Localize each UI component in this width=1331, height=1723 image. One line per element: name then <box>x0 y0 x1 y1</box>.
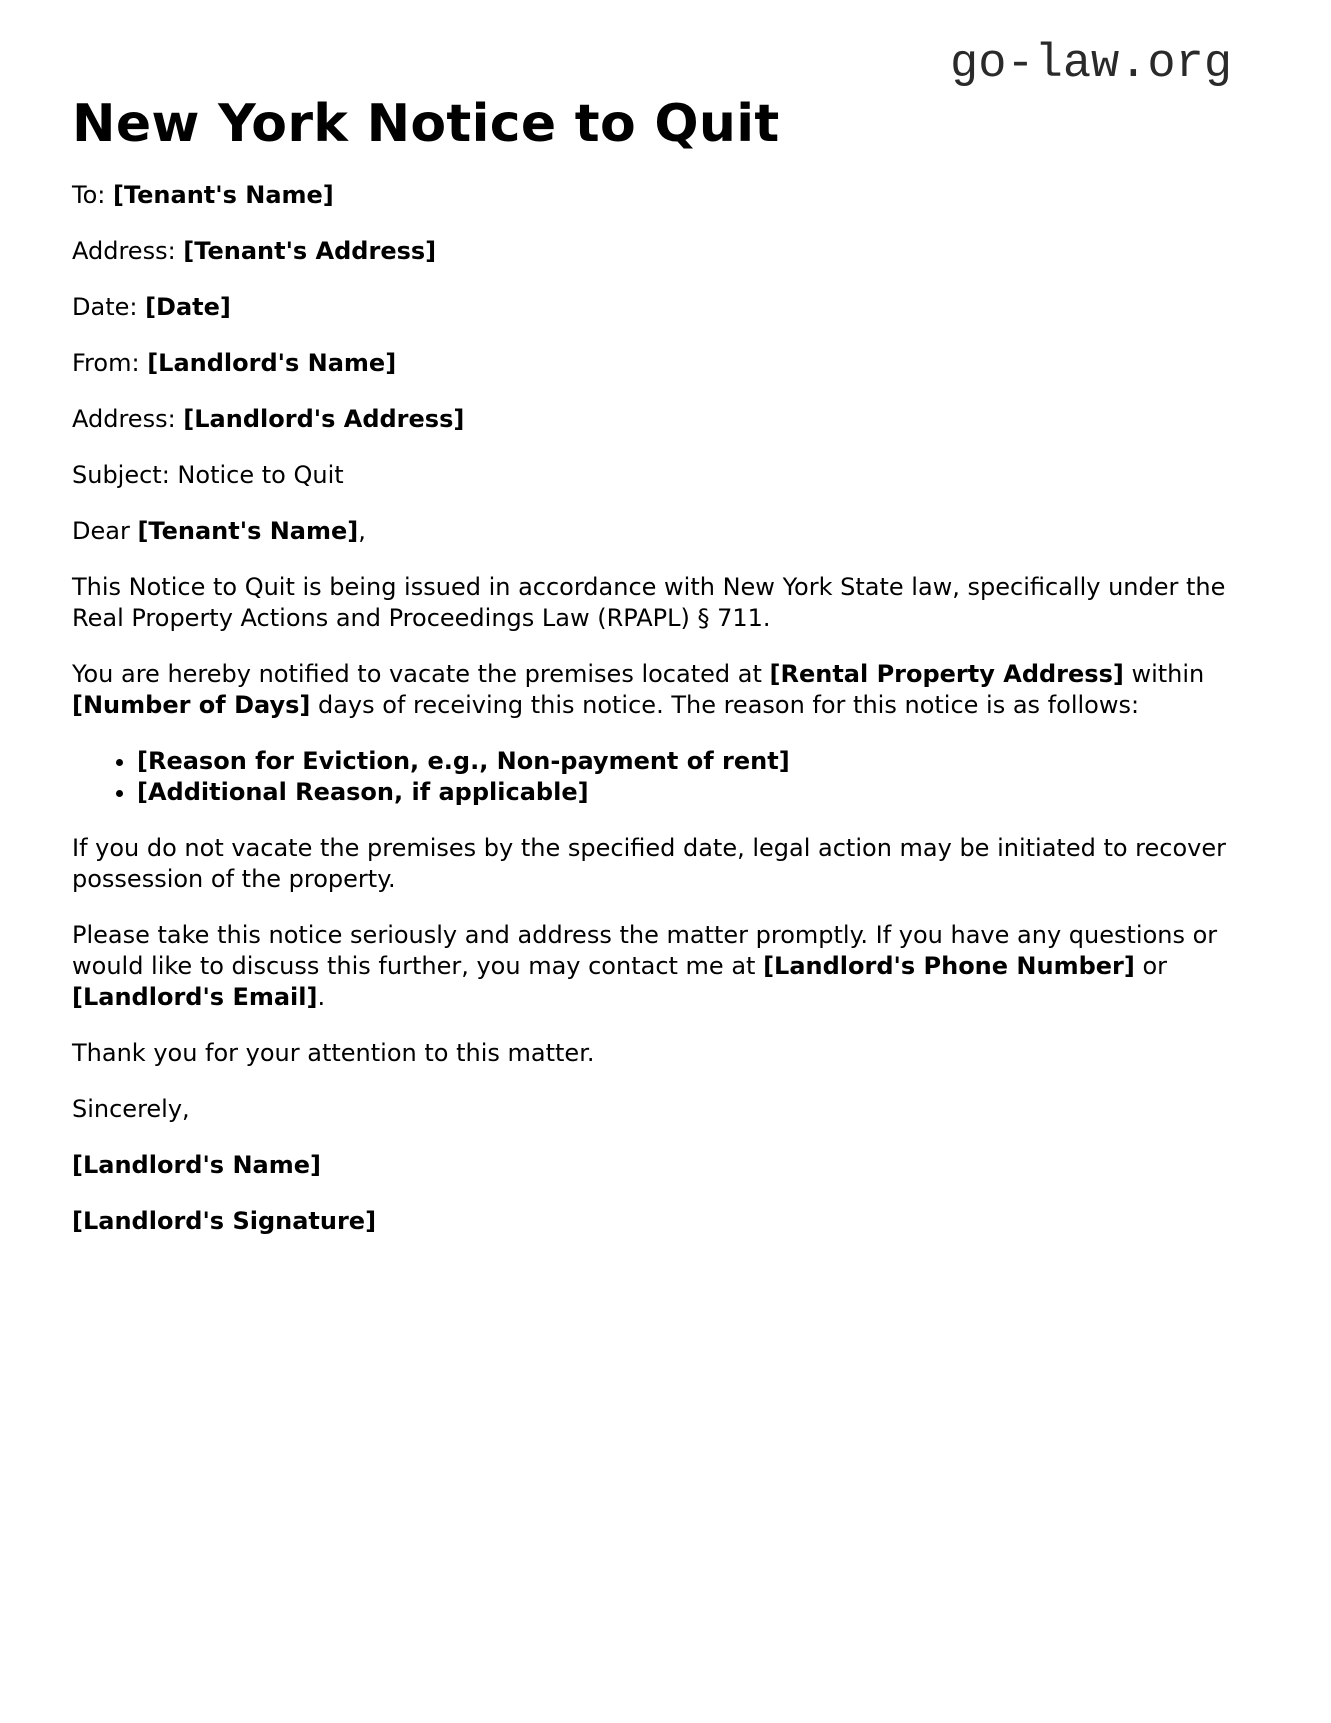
signer-name <box>72 1150 1272 1181</box>
reason-item: • [Reason for Eviction, e.g., Non-payment of rent] <box>137 746 1272 777</box>
placeholder-landlord-signature: [Landlord's Signature] <box>72 1207 377 1235</box>
text-segment: or <box>1134 952 1168 980</box>
site-logo: go-law.org <box>950 38 1233 91</box>
placeholder-tenant-name: [Tenant's Name] <box>137 517 359 545</box>
field-label: To: <box>72 181 113 209</box>
placeholder-landlord-name: [Landlord's Name] <box>72 1151 321 1179</box>
reasons-list <box>72 746 1272 808</box>
field-label: Address: <box>72 237 184 265</box>
text-segment: within <box>1123 660 1205 688</box>
signer-signature <box>72 1206 1272 1237</box>
paragraph-legal-action: If you do not vacate the premises by the specified date, legal action may be initiated to recover possession of the property. <box>72 834 1226 893</box>
field-from <box>72 348 1272 379</box>
text-segment: You are hereby notified to vacate the premises located at <box>72 660 770 688</box>
sign-off: Sincerely, <box>72 1095 190 1123</box>
placeholder-landlord-address: [Landlord's Address] <box>183 405 465 433</box>
field-label: From: <box>72 349 148 377</box>
text-segment: Please take this notice seriously and address the matter promptly. If you have any questions or would like to discuss this further, you may contact me at <box>72 921 1218 980</box>
text-segment: . <box>317 983 326 1011</box>
placeholder-landlord-email: [Landlord's Email] <box>72 983 318 1011</box>
placeholder-tenant-name: [Tenant's Name] <box>112 181 334 209</box>
paragraph-legal-basis: This Notice to Quit is being issued in accordance with New York State law, specifically under the Real Property Actions and Proceedings Law (RPAPL) § 711. <box>72 573 1226 632</box>
field-to <box>72 180 1272 211</box>
subject-line: Subject: Notice to Quit <box>72 461 344 489</box>
field-date <box>72 292 1272 323</box>
field-label: Date: <box>72 293 146 321</box>
field-tenant-address <box>72 236 1272 267</box>
document-page <box>72 92 1272 1262</box>
paragraph-contact <box>72 920 1272 1013</box>
placeholder-date: [Date] <box>145 293 231 321</box>
salutation <box>72 516 1272 547</box>
text-segment: days of receiving this notice. The reason for this notice is as follows: <box>310 691 1140 719</box>
placeholder-rental-property-address: [Rental Property Address] <box>769 660 1124 688</box>
closing-thanks: Thank you for your attention to this matter. <box>72 1039 595 1067</box>
placeholder-landlord-phone: [Landlord's Phone Number] <box>763 952 1135 980</box>
placeholder-tenant-address: [Tenant's Address] <box>183 237 437 265</box>
paragraph-vacate-notice <box>72 659 1272 721</box>
document-title: New York Notice to Quit <box>72 94 780 154</box>
reason-item: • [Additional Reason, if applicable] <box>137 777 1272 808</box>
document-body <box>72 180 1272 1237</box>
field-landlord-address <box>72 404 1272 435</box>
placeholder-landlord-name: [Landlord's Name] <box>147 349 397 377</box>
salutation-prefix: Dear <box>72 517 138 545</box>
placeholder-number-of-days: [Number of Days] <box>72 691 311 719</box>
salutation-suffix: , <box>358 517 366 545</box>
field-label: Address: <box>72 405 184 433</box>
